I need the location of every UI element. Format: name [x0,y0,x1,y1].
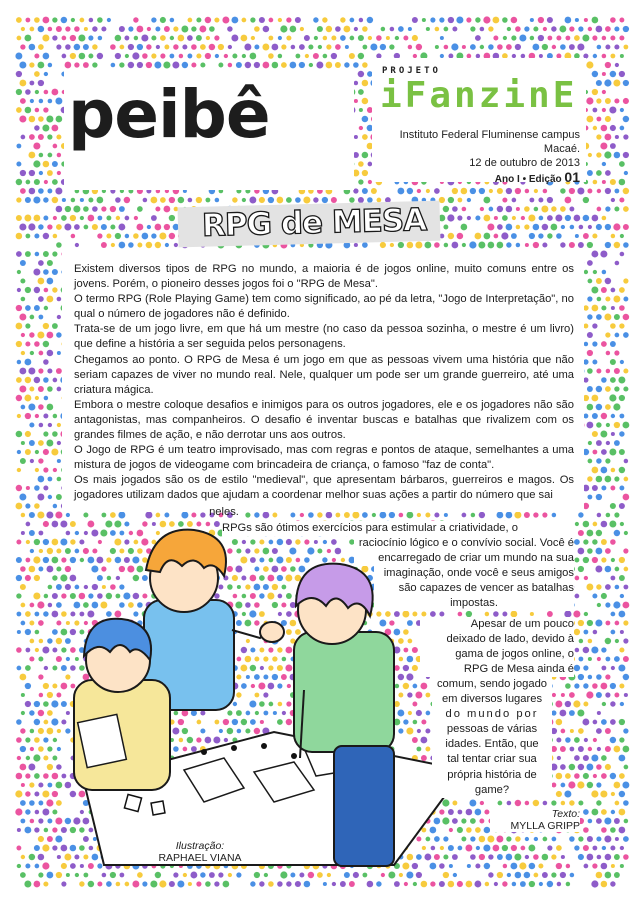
wrap-line: Apesar de um pouco [470,618,574,630]
wrap-line: gama de jogos online, o [455,648,574,661]
wrap-line: imaginação, onde você e seus amigos [383,567,574,579]
paragraph: O termo RPG (Role Playing Game) tem como significado, ao pé da letra, "Jogo de Interpretação", no qual o número de jogadores não é definido. [74,293,574,321]
wrap-column-3 [374,566,574,611]
wrap-line: RPGs são ótimos exercícios para estimular a criatividade, o [222,522,518,534]
institution-line: Instituto Federal Fluminense campus Macaé. [399,129,580,155]
wrap-line: raciocínio lógico e o convívio social. Você é [358,537,574,549]
wrap-line: deixado de lado, devido à [446,633,574,646]
logo-box [64,70,354,190]
wrap-line: comum, sendo jogado [436,678,548,690]
edition-prefix: Ano I • Edição [494,174,562,185]
wrap-line: do mundo por [445,708,539,721]
wrap-line: tal tentar criar sua [447,753,537,766]
paragraph: Chegamos ao ponto. O RPG de Mesa é um jogo em que as pessoas vivem uma história que não seriam capazes de viver no mundo real. Nele, qualquer um pode ser um grande guerreiro, até uma criatura mágica. [74,353,574,396]
wrap-line: própria história de [447,768,537,781]
wrap-line: encarregado de criar um mundo na sua [378,552,574,565]
wrap-line: em diversos lugares [441,693,543,706]
header-box [372,58,586,185]
wrap-line: pessoas de várias [446,723,538,736]
project-name: iFanzinE [380,75,578,116]
paragraph: Existem diversos tipos de RPG no mundo, a maioria é de jogos online, muito comuns entre os jovens. Porém, o pioneiro desses jogos foi o "RPG de Mesa". [74,263,574,291]
illustration-credit [150,840,250,864]
wrap-column-4 [420,617,574,677]
paragraph: Embora o mestre coloque desafios e inimigos para os outros jogadores, ele e os jogadores não são antagonistas, mas companheiros. O desafio é inventar buscas e batalhas que rivalizem com os grandes filmes de ação, e não derrotar uns aos outros. [74,398,574,442]
wrap-line: idades. Então, que [445,738,539,751]
date-line: 12 de outubro de 2013 [469,157,580,169]
wrap-line: impostas. [450,597,498,610]
paragraph: Os mais jogados são os de estilo "medieval", que apresentam bárbaros, guerreiros e magos. Os jogadores utilizam dados que ajudam a coordenar melhor suas ações a partir do número que sai [74,474,574,502]
wrap-line: neles. [209,506,239,518]
wrap-line: são capazes de vencer as batalhas [398,582,574,595]
article-title: RPG de MESA [201,202,427,244]
wrap-column-2 [354,536,574,566]
paragraph: O Jogo de RPG é um teatro improvisado, mas com regras e pontos de ataque, semelhantes a uma mistura de jogos de videogame com brincadeira de criança, o famoso "faz de conta". [74,444,574,472]
wrap-line: RPG de Mesa ainda é [463,663,574,676]
text-credit [490,808,580,832]
wrap-line: game? [474,783,510,796]
paragraph: Trata-se de um jogo livre, em que há um mestre (no caso da pessoa sozinha, o mestre é um livro) que define a história a ser seguida pelos personagens. [74,323,574,351]
article-body [74,262,574,504]
wrap-column-5 [432,677,552,798]
wrap-column-1 [222,521,574,536]
wrap-text-block [74,505,574,520]
project-label: PROJETO [382,66,441,76]
text-credit-author: MYLLA GRIPP [510,820,580,832]
header-meta [370,128,580,187]
text-credit-label: Texto: [551,808,580,820]
illustration-credit-author: RAPHAEL VIANA [158,852,242,864]
edition-line [370,170,580,187]
logo: peibê [68,76,270,153]
illustration-credit-label: Ilustração: [175,840,225,852]
edition-number: 01 [564,169,580,185]
